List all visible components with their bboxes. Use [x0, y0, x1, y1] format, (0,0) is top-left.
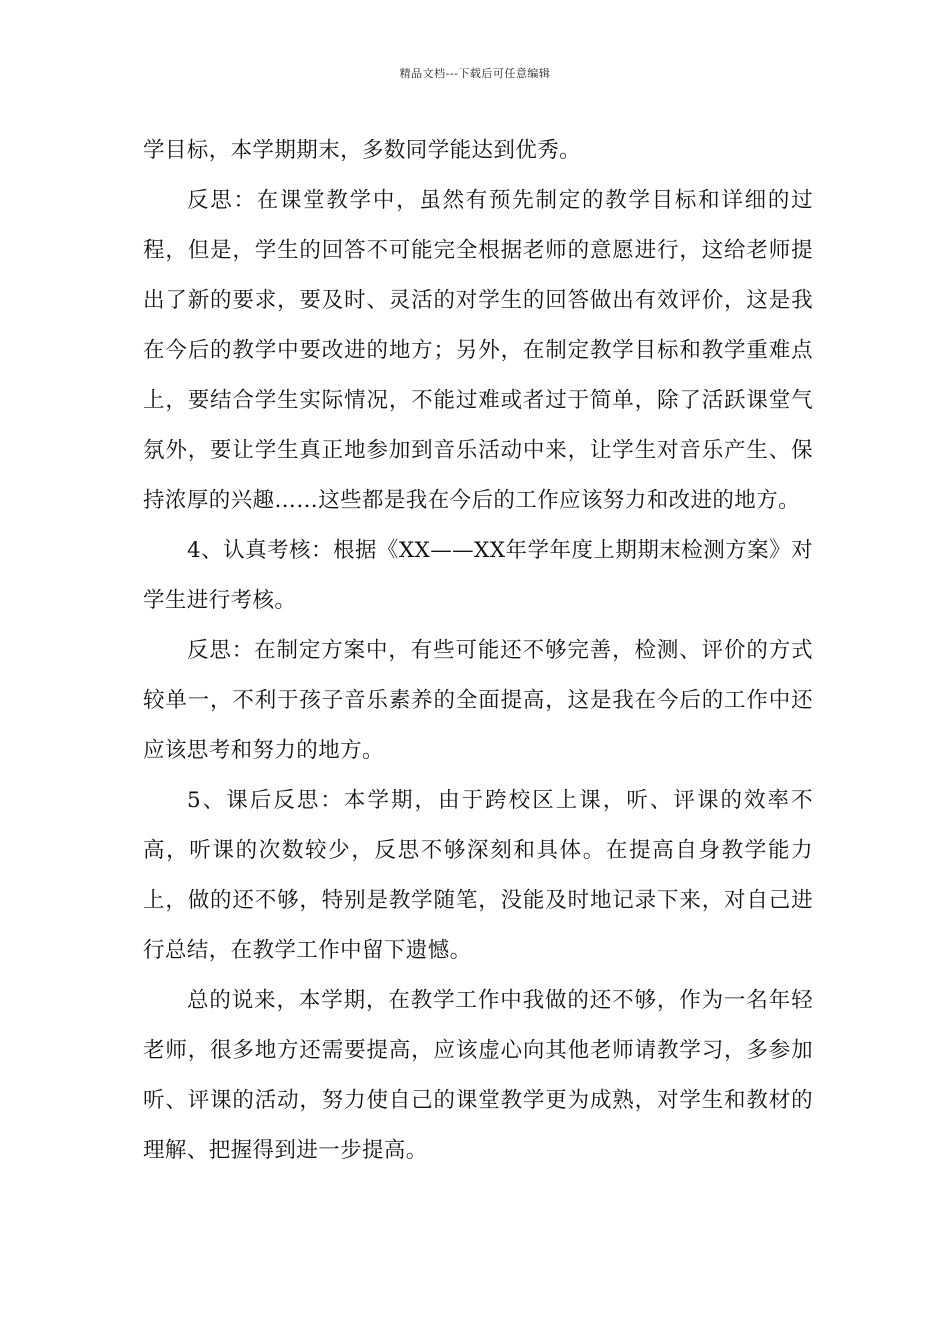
- paragraph-summary: 总的说来，本学期，在教学工作中我做的还不够，作为一名年轻老师，很多地方还需要提高，应该虚心向其他老师请教学习，多参加听、评课的活动，努力使自己的课堂教学更为成熟，对学生和教材的理解、把握得到进一步提高。: [143, 988, 813, 1163]
- document-body: [143, 126, 813, 1176]
- paragraph-reflection-2: 反思：在制定方案中，有些可能还不够完善，检测、评价的方式较单一，不利于孩子音乐素养的全面提高，这是我在今后的工作中还应该思考和努力的地方。: [143, 638, 813, 763]
- paragraph-item-5-after-class: 5、课后反思：本学期，由于跨校区上课，听、评课的效率不高，听课的次数较少，反思不够深刻和具体。在提高自身教学能力上，做的还不够，特别是教学随笔，没能及时地记录下来，对自己进行总结，在教学工作中留下遗憾。: [143, 788, 813, 963]
- page-header: 精品文档---下载后可任意编辑: [399, 67, 551, 80]
- paragraph-reflection-1: 反思：在课堂教学中，虽然有预先制定的教学目标和详细的过程，但是，学生的回答不可能完全根据老师的意愿进行，这给老师提出了新的要求，要及时、灵活的对学生的回答做出有效评价，这是我在今后的教学中要改进的地方；另外，在制定教学目标和教学重难点上，要结合学生实际情况，不能过难或者过于简单，除了活跃课堂气氛外，要让学生真正地参加到音乐活动中来，让学生对音乐产生、保持浓厚的兴趣……这些都是我在今后的工作应该努力和改进的地方。: [143, 188, 813, 513]
- paragraph-item-4-assessment: 4、认真考核：根据《XX——XX年学年度上期期末检测方案》对学生进行考核。: [143, 538, 813, 613]
- paragraph-continuation: 学目标，本学期期末，多数同学能达到优秀。: [143, 138, 582, 163]
